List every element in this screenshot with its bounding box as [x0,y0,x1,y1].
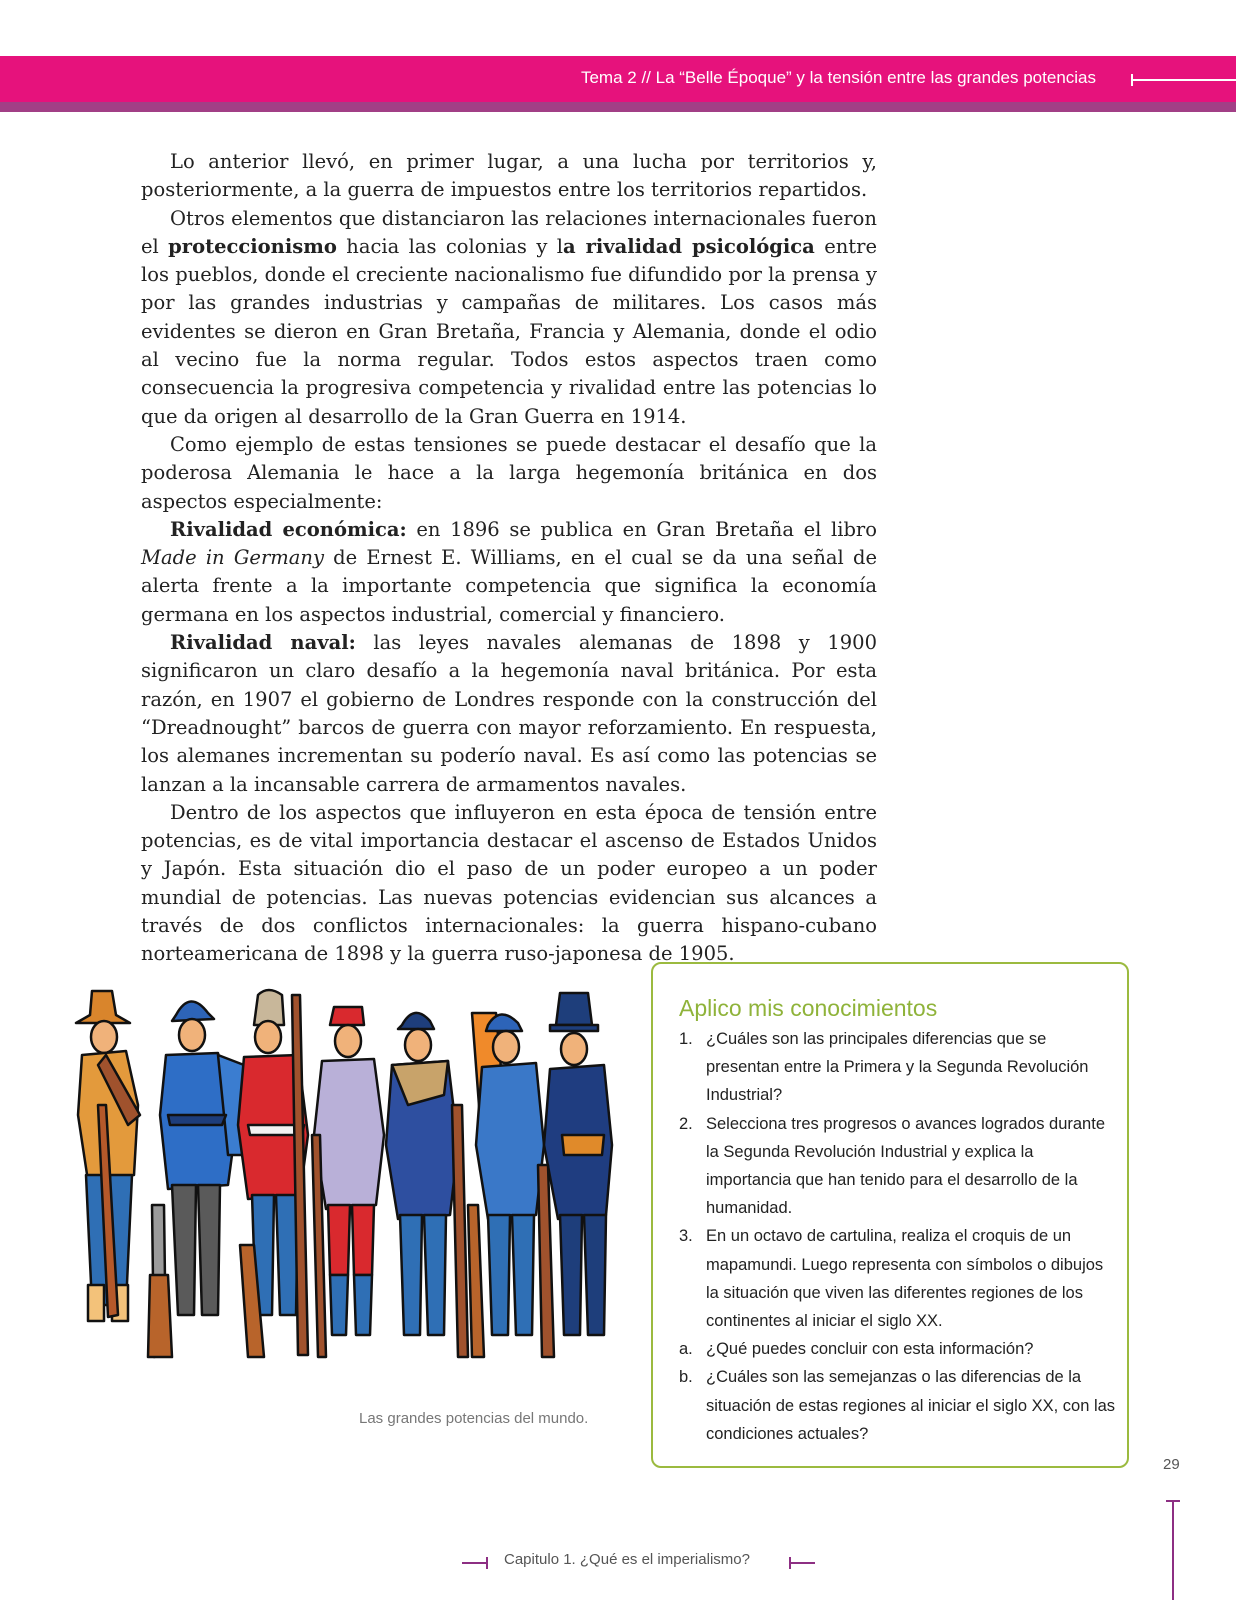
item-number: 3. [679,1227,693,1246]
activity-item [679,1110,1119,1223]
soldier-3 [238,990,308,1357]
term-rivalidad-psicologica: a rivalidad psicológica [562,234,815,258]
page-number: 29 [1163,1456,1180,1473]
activity-list [679,1025,1119,1448]
paragraph: Como ejemplo de estas tensiones se puede destacar el desafío que la poderosa Alemania le hace a la larga hegemonía británica en dos aspectos especialmente: [141,432,877,513]
header-rule [1132,79,1236,81]
footer-rule-left-tick [486,1557,488,1569]
soldiers-illustration [68,985,628,1385]
soldier-4 [312,1007,384,1357]
page-footer [0,1551,1236,1575]
body-text [141,148,877,969]
figure-caption: Las grandes potencias del mundo. [359,1410,589,1427]
activity-item [679,1025,1119,1110]
soldier-2 [148,1001,248,1357]
footer-rule-right [789,1562,815,1564]
soldier-5 [386,1013,468,1357]
header-band-shadow [0,102,1236,112]
paragraph: Otros elementos que distanciaron las relaciones internacionales fueron el proteccionismo hacia las colonias y la rivalidad psicológica entre los pueblos, donde el creciente nacionalismo fue difundido por la prensa y por las grandes industrias y campañas de militares. Los casos más evidentes se dieron en Gran Bretaña, Francia y Alemania, donde el odio al vecino fue la norma regular. Todos estos aspectos traen como consecuencia la progresiva competencia y rivalidad entre las potencias lo que da origen al desarrollo de la Gran Guerra en 1914. [141,206,877,428]
item-number: 1. [679,1030,693,1048]
term-rivalidad-naval: Rivalidad naval: [170,631,356,655]
paragraph: Dentro de los aspectos que influyeron en esta época de tensión entre potencias, es de vital importancia destacar el ascenso de Estados Unidos y Japón. Esta situación dio el paso de un poder europeo a un poder mundial de potencias. Las nuevas potencias evidencian sus alcances a través de dos conflictos internacionales: la guerra hispano-cubano norteamericana de 1898 y la guerra ruso-japonesa de 1905. [141,800,877,966]
book-title: Made in Germany [141,546,324,570]
soldiers-illustration-svg [68,985,628,1385]
item-number: b. [679,1368,693,1387]
term-proteccionismo: proteccionismo [168,234,337,258]
item-text: ¿Cuáles son las principales diferencias que se presentan entre la Primera y la Segunda Revolución Industrial? [706,1030,1089,1105]
paragraph: Lo anterior llevó, en primer lugar, a una lucha por territorios y, posteriormente, a la guerra de impuestos entre los territorios repartidos. [141,150,877,202]
activity-item [679,1363,1119,1448]
activity-item [679,1222,1119,1335]
item-text: ¿Cuáles son las semejanzas o las diferencias de la situación de estas regiones al iniciar el siglo XX, con las condiciones actuales? [706,1368,1116,1443]
footer-chapter: Capitulo 1. ¿Qué es el imperialismo? [504,1551,750,1568]
item-text: En un octavo de cartulina, realiza el croquis de un mapamundi. Luego representa con símbolos o dibujos la situación que viven las diferentes regiones de los continentes al iniciar el siglo XX. [706,1227,1104,1331]
activity-title: Aplico mis conocimientos [679,995,938,1021]
item-text: Selecciona tres progresos o avances logrados durante la Segunda Revolución Industrial y explica la importancia que han tenido para el desarrollo de la humanidad. [706,1114,1105,1218]
activity-item [679,1335,1119,1363]
paragraph: Rivalidad económica: en 1896 se publica en Gran Bretaña el libro Made in Germany de Ernest E. Williams, en el cual se da una señal de alerta frente a la importante competencia que significa la economía germana en los aspectos industrial, comercial y financiero. [141,517,877,626]
paragraph: Rivalidad naval: las leyes navales alemanas de 1898 y 1900 significaron un claro desafío a la hegemonía naval británica. Por esta razón, en 1907 el gobierno de Londres responde con la construcción del “Dreadnought” barcos de guerra con mayor reforzamiento. En respuesta, los alemanes incrementan su poderío naval. Es así como las potencias se lanzan a la incansable carrera de armamentos navales. [141,631,877,796]
soldier-1 [76,991,140,1321]
item-number: a. [679,1340,693,1359]
footer-chapter-subtitle: ¿Qué es el imperialismo? [579,1551,750,1568]
footer-rule-left [462,1562,488,1564]
item-text: ¿Qué puedes concluir con esta información? [706,1340,1034,1359]
item-number: 2. [679,1114,693,1133]
soldier-7 [538,993,612,1357]
term-rivalidad-economica: Rivalidad económica: [170,517,407,541]
soldier-6 [468,1013,544,1357]
page-header-title: Tema 2 // La “Belle Époque” y la tensión entre las grandes potencias [580,68,1096,87]
